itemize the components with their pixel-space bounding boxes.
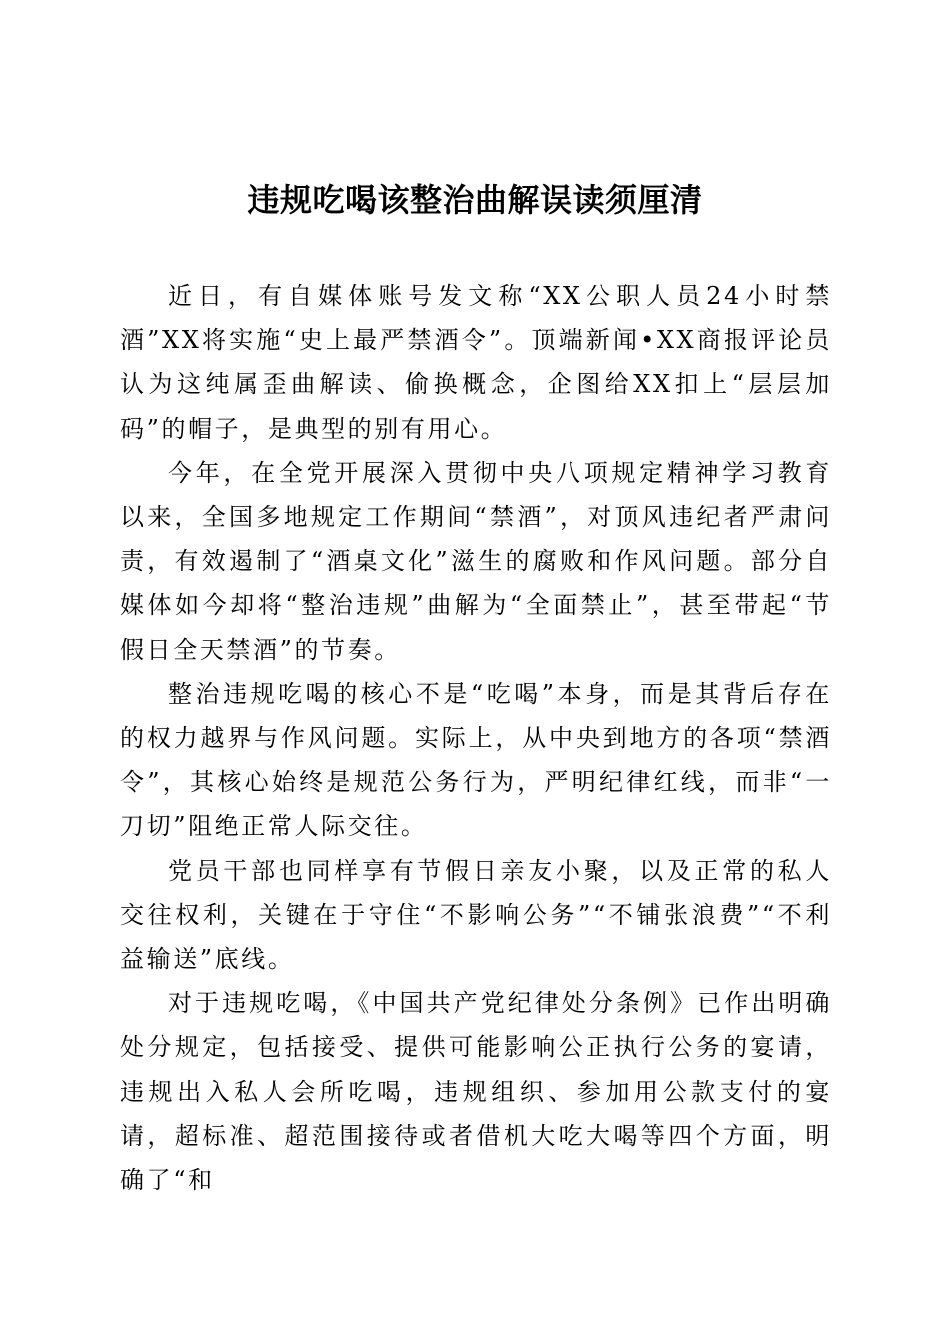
paragraph-3: 整治违规吃喝的核心不是“吃喝”本身，而是其背后存在的权力越界与作风问题。实际上，从中央到地方的各项“禁酒令”，其核心始终是规范公务行为，严明纪律红线，而非“一刀切”阻绝正常人际交往。 [120,679,832,841]
document-body [120,274,832,1202]
paragraph-2: 今年，在全党开展深入贯彻中央八项规定精神学习教育以来，全国多地规定工作期间“禁酒”，对顶风违纪者严肃问责，有效遏制了“酒桌文化”滋生的腐败和作风问题。部分自媒体如今却将“整治违规”曲解为“全面禁止”，甚至带起“节假日全天禁酒”的节奏。 [120,458,832,664]
paragraph-4: 党员干部也同样享有节假日亲友小聚，以及正常的私人交往权利，关键在于守住“不影响公务”“不铺张浪费”“不利益输送”底线。 [120,856,832,974]
paragraph-5: 对于违规吃喝，《中国共产党纪律处分条例》已作出明确处分规定，包括接受、提供可能影响公正执行公务的宴请，违规出入私人会所吃喝，违规组织、参加用公款支付的宴请，超标准、超范围接待或者借机大吃大喝等四个方面，明确了“和 [120,989,832,1195]
paragraph-1: 近日，有自媒体账号发文称“XX公职人员24小时禁酒”XX将实施“史上最严禁酒令”。顶端新闻•XX商报评论员认为这纯属歪曲解读、偷换概念，企图给XX扣上“层层加码”的帽子，是典型的别有用心。 [120,282,832,443]
document-title: 违规吃喝该整治曲解误读须厘清 [247,181,703,219]
